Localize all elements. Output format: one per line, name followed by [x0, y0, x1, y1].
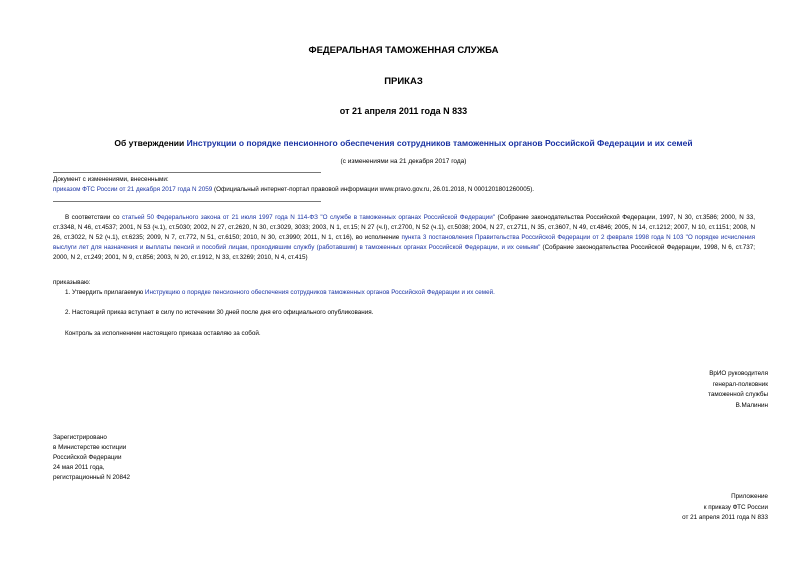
appendix-block — [568, 492, 768, 524]
signature-line-3: таможенной службы — [708, 391, 768, 398]
preamble-text-3: (Собрание законодательства Российской Федерации, 1998, N 6, ст.737; 2000, N 2, ст.249; 2001, N 9, ст.856; 2003, N 20, ст.1912, N 33, ст.3269; 2010, N 4, ст.415) — [53, 244, 755, 261]
law-article-link[interactable]: статьей 50 Федерального закона от 21 июля 1997 года N 114-ФЗ "О службе в таможенных органах Российской Федерации" — [122, 214, 496, 221]
control-statement: Контроль за исполнением настоящего приказа оставляю за собой. — [65, 330, 261, 337]
signature-line-4: В.Малинин — [735, 401, 768, 409]
appendix-line-1: Приложение — [731, 493, 768, 500]
agency-heading: ФЕДЕРАЛЬНАЯ ТАМОЖЕННАЯ СЛУЖБА — [308, 45, 499, 56]
preamble-paragraph — [53, 213, 755, 263]
instruction-approve-link[interactable]: Инструкцию о порядке пенсионного обеспечения сотрудников таможенных органов Российской Федерации и их семей. — [144, 289, 495, 296]
appendix-line-2: к приказу ФТС России — [703, 503, 768, 511]
order-item-1 — [65, 288, 495, 297]
preamble-text-1: В соответствии со — [65, 214, 122, 221]
signature-line-2: генерал-полковник — [712, 380, 768, 388]
doc-date-number: от 21 апреля 2011 года N 833 — [339, 106, 468, 116]
order-item-2: 2. Настоящий приказ вступает в силу по истечении 30 дней после дня его официального опубликования. — [65, 309, 374, 316]
changes-label: Документ с изменениями, внесенными: — [53, 176, 169, 183]
item-1-prefix: 1. Утвердить прилагаемую — [65, 289, 145, 296]
divider-top — [53, 172, 321, 173]
order-word: приказываю: — [53, 279, 91, 286]
registration-line-4: 24 мая 2011 года, — [53, 464, 105, 471]
document-title — [0, 138, 807, 148]
registration-line-3: Российской Федерации — [53, 454, 122, 461]
government-decree-link[interactable]: пункта 3 постановления Правительства Российской Федерации от 2 февраля 1998 года N 103 "О порядке исчисления выслуги лет для назначения и выплаты пенсий и пособий лицам, проходившим службу (работавшим) в таможенных органах Российской Федерации, и их семьям" — [53, 234, 756, 251]
registration-line-5: регистрационный N 20842 — [53, 474, 131, 481]
divider-bottom — [53, 201, 321, 202]
appendix-line-3: от 21 апреля 2011 года N 833 — [682, 514, 768, 521]
signature-line-1: ВрИО руководителя — [709, 370, 768, 377]
doc-type-heading: ПРИКАЗ — [384, 76, 423, 87]
changes-line — [53, 185, 534, 194]
registration-line-2: в Министерстве юстиции — [53, 444, 127, 451]
registration-line-1: Зарегистрировано — [53, 434, 107, 441]
amending-order-link[interactable]: приказом ФТС России от 21 декабря 2017 года N 2059 — [53, 186, 213, 193]
title-prefix: Об утверждении — [114, 138, 187, 148]
preamble-text-2: (Собрание законодательства Российской Федерации, 1997, N 30, ст.3586; 2000, N 33, ст.3348, N 46, ст.4537; 2001, N 53 (ч.1), ст.5030; 2002, N 27, ст.2620, N 30, ст.3029, 3033; 2003, N 1, ст.15; N 27 (ч.I), ст.2700, N 52 (ч.1), ст.5038; 2004, N 27, ст.2711, N 35, ст.3607, N 49, ст.4846; 2005, N 14, ст.1212; 2007, N 10, ст.1151; 2008, N 26, ст.3022, N 52 (ч.1), ст.6235; 2009, N 7, ст.772, N 51, ст.6150; 2010, N 30, ст.3990; 2011, N 1, ст.16), во исполнение — [53, 214, 755, 241]
changes-source: (Официальный интернет-портал правовой информации www.pravo.gov.ru, 26.01.2018, N 0001201801260005). — [212, 186, 535, 193]
signature-block — [568, 369, 768, 411]
registration-block — [53, 433, 130, 483]
amendments-note: (с изменениями на 21 декабря 2017 года) — [340, 158, 467, 165]
instruction-title-link[interactable]: Инструкции о порядке пенсионного обеспечения сотрудников таможенных органов Российской Федерации и их семей — [186, 138, 693, 148]
